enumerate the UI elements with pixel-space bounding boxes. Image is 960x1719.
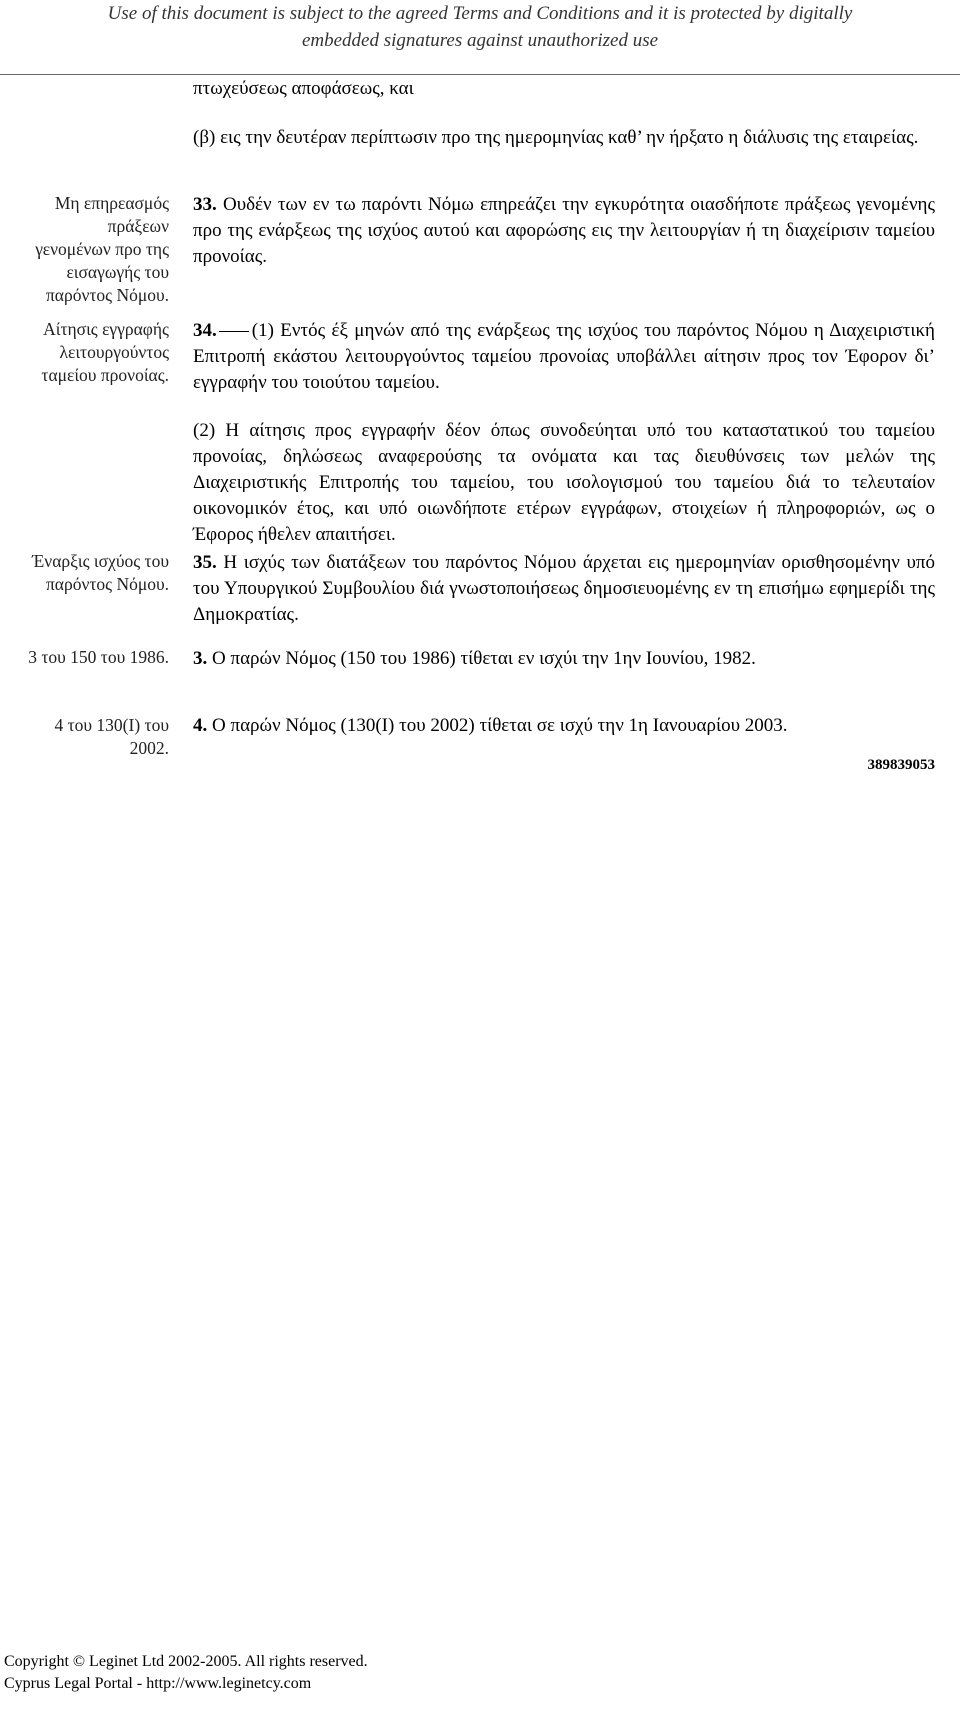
paragraph-beta: (β) εις την δευτέραν περίπτωσιν προ της ημερομηνίας καθ’ ην ήρξατο η διάλυσις της εταιρείας.	[193, 127, 919, 148]
section-number: 35.	[193, 552, 217, 573]
section-number: 33.	[193, 194, 217, 215]
footer-copyright: Copyright © Leginet Ltd 2002-2005. All rights reserved.	[4, 1653, 368, 1670]
section-34	[193, 318, 935, 396]
section-34-sub-2: (2) Η αίτησις προς εγγραφήν δέον όπως συνοδεύηται υπό του καταστατικού του ταμείου προνοίας, δηλώσεως αναφερούσης τα ονόματα και τας διευθύνσεις των μελών της Διαχειριστικής Επιτροπής του ταμείου, του ισολογισμού του ταμείου διά το τελευταίον οικονομικόν έτος, και υπό οιωνδήποτε ετέρων εγγράφων, στοιχείων ή πληροφοριών, ως ο Έφορος ήθελεν απαιτήσει.	[193, 420, 935, 545]
margin-note-33: Μη επηρεασμός πράξεων γενομένων προ της εισαγωγής του παρόντος Νόμου.	[35, 193, 169, 305]
section-text: Η ισχύς των διατάξεων του παρόντος Νόμου άρχεται εις ημερομηνίαν ορισθησομένην υπό του Υπουργικού Συμβουλίου διά γνωστοποιήσεως δημοσιευομένης εν τη επισήμω εφημερίδι της Δημοκρατίας.	[193, 552, 936, 625]
page-header	[0, 0, 960, 54]
margin-note-34: Αίτησις εγγραφής λειτουργούντος ταμείου προνοίας.	[41, 319, 169, 385]
header-line-1: Use of this document is subject to the agreed Terms and Conditions and it is protected by digitally	[107, 3, 853, 24]
section-35	[193, 550, 935, 628]
note-3	[193, 646, 935, 672]
header-line-2: embedded signatures against unauthorized use	[301, 30, 659, 51]
section-number: 34.	[193, 320, 217, 341]
header-divider	[0, 74, 960, 75]
document-id-stamp: 389839053	[867, 757, 935, 773]
note-4	[193, 713, 935, 739]
note-number: 4.	[193, 715, 208, 736]
margin-note-3: 3 του 150 του 1986.	[28, 647, 169, 667]
section-text: Ουδέν των εν τω παρόντι Νόμω επηρεάζει την εγκυρότητα οιασδήποτε πράξεως γενομένης προ της ενάρξεως της ισχύος αυτού και αφορώσης εις την λειτουργίαν ή τη διαχείρισιν ταμείου προνοίας.	[193, 194, 935, 267]
section-text: (1) Εντός έξ μηνών από της ενάρξεως της ισχύος του παρόντος Νόμου η Διαχειριστική Επιτροπή εκάστου λειτουργούντος ταμείου προνοίας υποβάλλει αίτησιν προς τον Έφορον δι’ εγγραφήν του τοιούτου ταμείου.	[193, 320, 935, 393]
footer-portal-link[interactable]: Cyprus Legal Portal - http://www.leginetcy.com	[4, 1675, 312, 1692]
margin-note-4: 4 του 130(Ι) του 2002.	[54, 715, 169, 758]
margin-note-35: Έναρξις ισχύος του παρόντος Νόμου.	[32, 551, 169, 594]
continuation-line: πτωχεύσεως αποφάσεως, και	[193, 78, 414, 99]
em-dash	[219, 331, 249, 332]
note-number: 3.	[193, 648, 208, 669]
note-text: Ο παρών Νόμος (150 του 1986) τίθεται εν ισχύι την 1ην Ιουνίου, 1982.	[212, 648, 756, 669]
section-33	[193, 192, 935, 270]
note-text: Ο παρών Νόμος (130(Ι) του 2002) τίθεται σε ισχύ την 1η Ιανουαρίου 2003.	[212, 715, 788, 736]
